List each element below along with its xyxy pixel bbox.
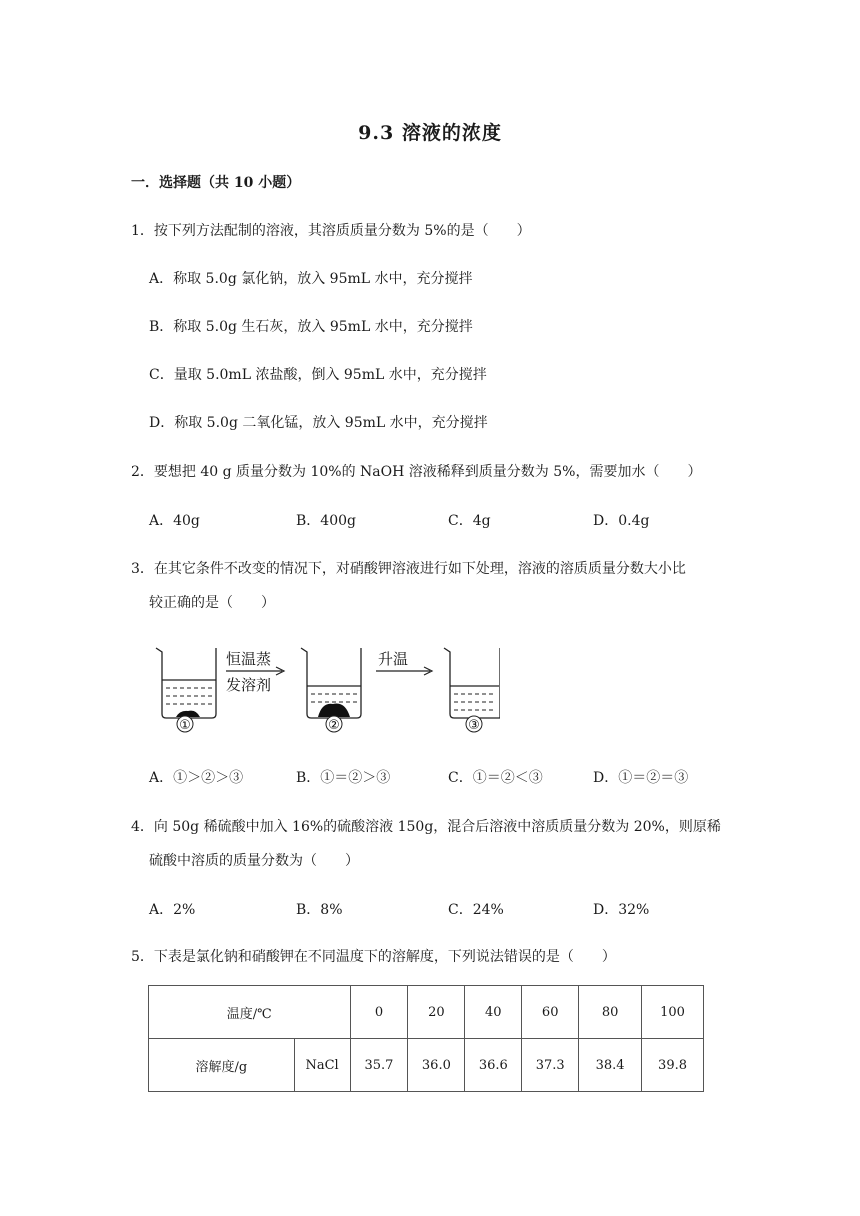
temp-header-cell: 温度/℃ [149,986,351,1039]
arrow1-text-line2: 发溶剂 [226,677,272,694]
table-row [149,986,704,1039]
temp-cell: 80 [579,986,642,1039]
substance-cell: NaCl [294,1039,350,1092]
arrow1-text-line1: 恒温蒸 [226,651,272,668]
beaker-label-2: ② [328,717,340,732]
temp-cell: 40 [465,986,522,1039]
q1-option-b: B．称取 5.0g 生石灰，放入 95mL 水中，充分搅拌 [149,319,473,335]
value-cell: 38.4 [579,1039,642,1092]
beaker-label-3: ③ [468,717,480,732]
crystal-deposit-2 [318,704,350,717]
table-row [149,1039,704,1092]
q4-stem-line2: 硫酸中溶质的质量分数为（ ） [149,853,359,869]
value-cell: 37.3 [522,1039,579,1092]
q4-option-a: A．2% [149,902,196,918]
q3-option-c: C．①＝②＜③ [448,770,543,786]
q4-option-c: C．24% [448,902,504,918]
temp-cell: 60 [522,986,579,1039]
temp-cell: 0 [350,986,408,1039]
q2-option-d: D．0.4g [593,513,650,529]
q2-option-b: B．400g [296,513,356,529]
q4-option-d: D．32% [593,902,650,918]
temp-cell: 100 [642,986,704,1039]
q4-stem-line1: 4．向 50g 稀硫酸中加入 16%的硫酸溶液 150g，混合后溶液中溶质质量分数为 20%，则原稀 [131,819,721,835]
q5-stem: 5．下表是氯化钠和硝酸钾在不同温度下的溶解度，下列说法错误的是（ ） [131,949,616,965]
arrow2-text: 升温 [378,651,409,668]
value-cell: 36.6 [465,1039,522,1092]
q2-option-c: C．4g [448,513,491,529]
beaker-3 [444,648,500,718]
solubility-table [148,985,704,1092]
temp-cell: 20 [408,986,465,1039]
q3-stem-line1: 3．在其它条件不改变的情况下，对硝酸钾溶液进行如下处理，溶液的溶质质量分数大小比 [131,561,686,577]
value-cell: 39.8 [642,1039,704,1092]
q2-option-a: A．40g [149,513,200,529]
value-cell: 35.7 [350,1039,408,1092]
q4-option-b: B．8% [296,902,343,918]
arrow-1 [226,667,284,675]
q1-stem: 1．按下列方法配制的溶液，其溶质质量分数为 5%的是（ ） [131,223,531,239]
q3-option-b: B．①＝②＞③ [296,770,391,786]
value-cell: 36.0 [408,1039,465,1092]
q1-option-c: C．量取 5.0mL 浓盐酸，倒入 95mL 水中，充分搅拌 [149,367,487,383]
beaker-figure [150,640,500,744]
q3-option-d: D．①＝②＝③ [593,770,689,786]
page-title: 9.3 溶液的浓度 [358,122,502,144]
section-heading: 一．选择题（共 10 小题） [131,175,301,191]
q2-stem: 2．要想把 40 g 质量分数为 10%的 NaOH 溶液稀释到质量分数为 5%，需要加水（ ） [131,464,702,480]
beaker-label-1: ① [179,717,191,732]
solubility-header-cell: 溶解度/g [149,1039,295,1092]
q3-option-a: A．①＞②＞③ [149,770,244,786]
q1-option-a: A．称取 5.0g 氯化钠，放入 95mL 水中，充分搅拌 [149,271,473,287]
q3-stem-line2: 较正确的是（ ） [149,595,275,611]
arrow-2 [376,667,432,675]
beaker-1 [156,648,216,718]
q1-option-d: D．称取 5.0g 二氧化锰，放入 95mL 水中，充分搅拌 [149,415,488,431]
